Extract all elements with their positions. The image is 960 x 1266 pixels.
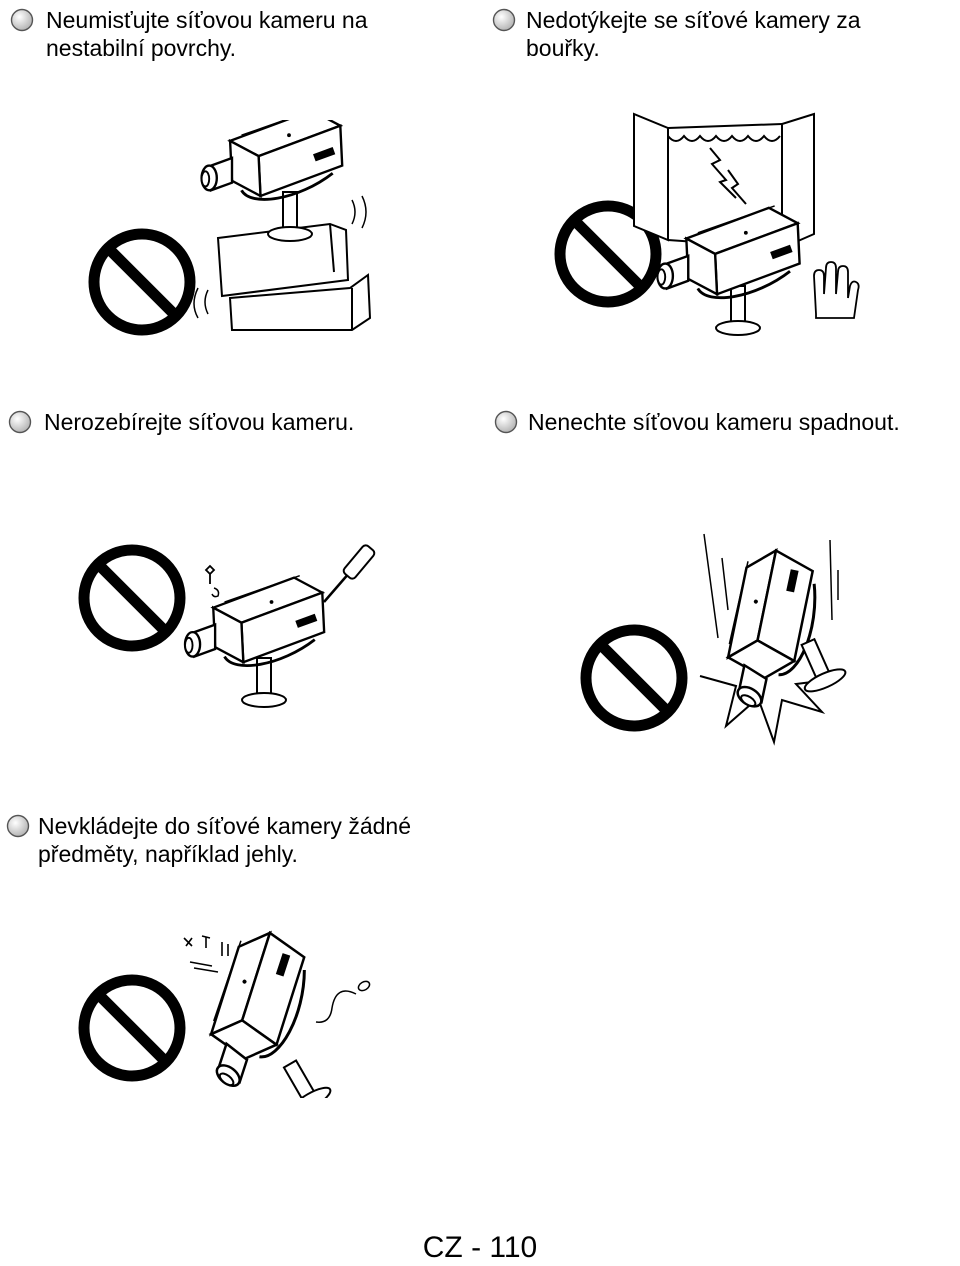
prohibition-icon <box>94 234 190 330</box>
warning-text: Neumisťujte síťovou kameru na nestabilní povrchy. <box>46 7 368 61</box>
camera-foreign-objects-illustration <box>72 928 392 1098</box>
camera-disassembly-screwdriver-illustration <box>76 540 396 710</box>
warning-text: Nedotýkejte se síťové kamery za bouřky. <box>526 7 861 61</box>
grey-circle-bullet-icon <box>10 8 34 32</box>
grey-circle-bullet-icon <box>494 410 518 434</box>
warning-text: Nenechte síťovou kameru spadnout. <box>528 409 900 435</box>
camera-during-storm-illustration <box>550 108 860 348</box>
grey-circle-bullet-icon <box>8 410 32 434</box>
camera-falling-illustration <box>576 530 856 750</box>
page-number: CZ - 110 <box>422 1231 538 1264</box>
warning-caption-drop <box>494 408 954 436</box>
warning-caption-storm <box>492 6 932 62</box>
camera-on-unstable-boxes-illustration <box>80 120 400 350</box>
warning-caption-disassemble <box>8 408 478 436</box>
warning-caption-foreign-objects <box>6 812 526 868</box>
warning-text: Nevkládejte do síťové kamery žádné předměty, například jehly. <box>38 813 411 867</box>
grey-circle-bullet-icon <box>492 8 516 32</box>
prohibition-icon <box>84 550 180 646</box>
grey-circle-bullet-icon <box>6 814 30 838</box>
warning-text: Nerozebírejte síťovou kameru. <box>44 409 355 435</box>
prohibition-icon <box>84 980 180 1076</box>
prohibition-icon <box>586 630 682 726</box>
warning-caption-unstable-surface <box>10 6 450 62</box>
